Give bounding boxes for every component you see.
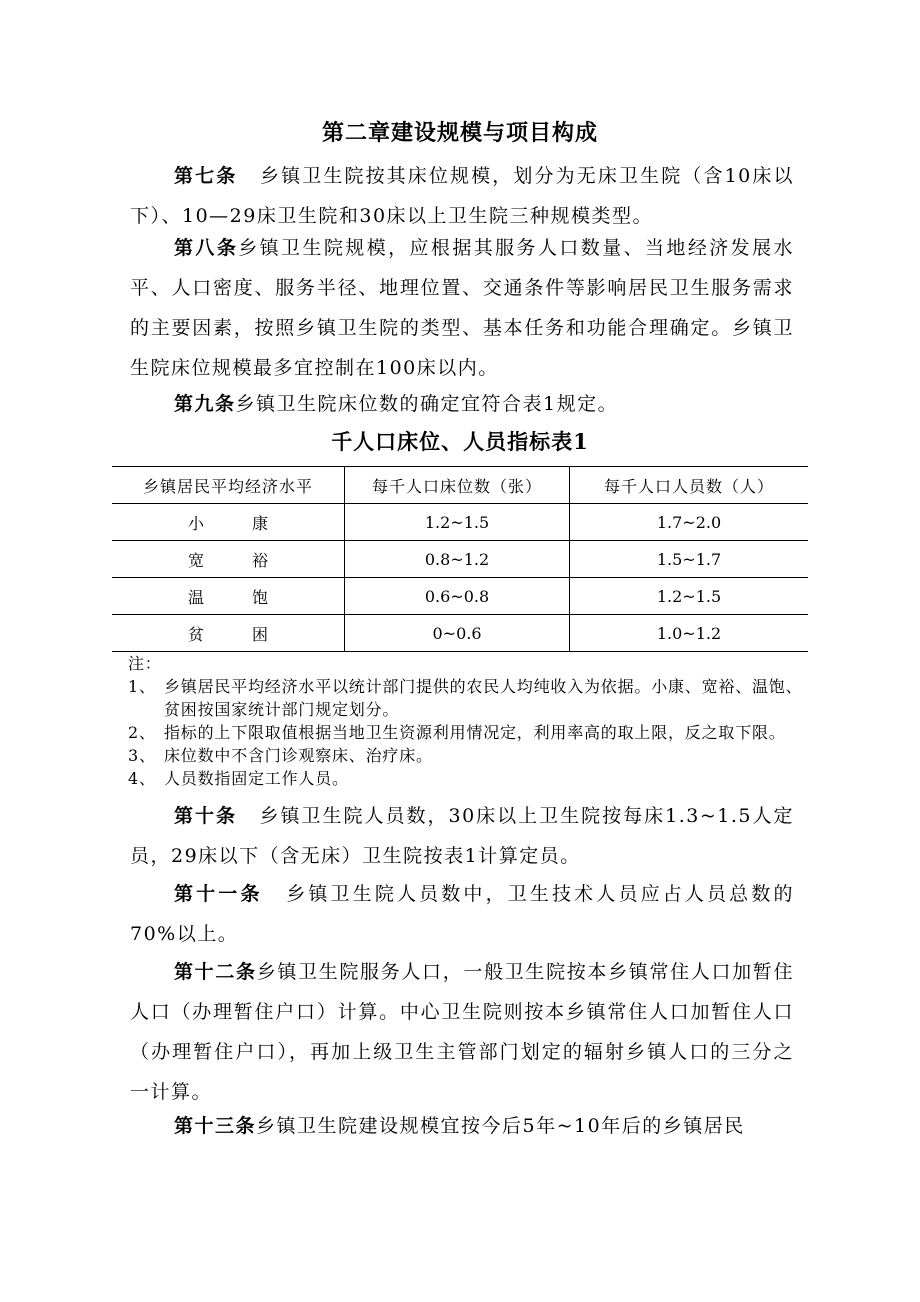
note-4 xyxy=(128,767,808,790)
article-8 xyxy=(130,228,794,388)
article-text: 乡镇卫生院规模，应根据其服务人口数量、当地经济发展水平、人口密度、服务半径、地理位置、交通条件等影响居民卫生服务需求的主要因素，按照乡镇卫生院的类型、基本任务和功能合理确定。乡镇卫生院床位规模最多宜控制在100床以内。 xyxy=(130,237,794,379)
staff-cell: 1.0~1.2 xyxy=(570,615,809,652)
table-caption: 千人口床位、人员指标表1 xyxy=(331,429,589,454)
header-economic-level: 乡镇居民平均经济水平 xyxy=(112,467,345,504)
note-prefix: 4、 xyxy=(128,769,156,788)
article-label: 第八条 xyxy=(174,237,239,259)
note-1 xyxy=(128,652,808,721)
article-12 xyxy=(130,952,794,1112)
staff-cell: 1.2~1.5 xyxy=(570,578,809,615)
chapter-heading: 第二章建设规模与项目构成 xyxy=(321,120,598,146)
note-text: 乡镇居民平均经济水平以统计部门提供的农民人均纯收入为依据。小康、宽裕、温饱、贫困按国家统计部门规定划分。 xyxy=(164,677,803,719)
article-text: 乡镇卫生院人员数，30床以上卫生院按每床1.3~1.5人定员，29床以下（含无床）卫生院按表1计算定员。 xyxy=(130,805,794,867)
note-text: 指标的上下限取值根据当地卫生资源利用情况定，利用率高的取上限，反之取下限。 xyxy=(164,723,786,742)
article-13 xyxy=(130,1106,794,1146)
article-label: 第九条 xyxy=(174,393,236,415)
note-2 xyxy=(128,721,808,744)
article-text: 乡镇卫生院建设规模宜按今后5年~10年后的乡镇居民 xyxy=(256,1115,745,1137)
article-10 xyxy=(130,796,794,876)
staff-cell: 1.7~2.0 xyxy=(570,504,809,541)
header-beds-per-thousand: 每千人口床位数（张） xyxy=(345,467,570,504)
note-prefix: 2、 xyxy=(128,723,156,742)
article-7 xyxy=(130,156,794,236)
note-3 xyxy=(128,744,808,767)
beds-cell: 0.8~1.2 xyxy=(345,541,570,578)
indicator-table xyxy=(112,466,808,652)
level-cell: 宽裕 xyxy=(112,541,345,578)
article-label: 第十三条 xyxy=(174,1115,257,1137)
beds-cell: 0~0.6 xyxy=(345,615,570,652)
note-prefix: 注：1、 xyxy=(128,654,162,696)
level-cell: 贫困 xyxy=(112,615,345,652)
header-staff-per-thousand: 每千人口人员数（人） xyxy=(570,467,809,504)
note-text: 人员数指固定工作人员。 xyxy=(164,769,349,788)
article-text: 乡镇卫生院床位数的确定宜符合表1规定。 xyxy=(235,393,619,415)
table-row xyxy=(112,578,808,615)
note-text: 床位数中不含门诊观察床、治疗床。 xyxy=(164,746,433,765)
article-text: 乡镇卫生院人员数中，卫生技术人员应占人员总数的70%以上。 xyxy=(130,883,794,945)
article-label: 第十条 xyxy=(174,805,237,827)
article-11 xyxy=(130,874,794,954)
article-text: 乡镇卫生院按其床位规模，划分为无床卫生院（含10床以下）、10—29床卫生院和30床以上卫生院三种规模类型。 xyxy=(130,165,794,227)
table-header-row xyxy=(112,467,808,504)
note-prefix: 3、 xyxy=(128,746,156,765)
beds-cell: 0.6~0.8 xyxy=(345,578,570,615)
level-cell: 温饱 xyxy=(112,578,345,615)
table-row xyxy=(112,541,808,578)
article-label: 第十一条 xyxy=(174,883,263,905)
level-cell: 小康 xyxy=(112,504,345,541)
article-label: 第七条 xyxy=(174,165,238,187)
table-row xyxy=(112,504,808,541)
table-notes xyxy=(128,652,808,790)
article-9 xyxy=(130,384,794,424)
staff-cell: 1.5~1.7 xyxy=(570,541,809,578)
table-row xyxy=(112,615,808,652)
article-text: 乡镇卫生院服务人口，一般卫生院按本乡镇常住人口加暂住人口（办理暂住户口）计算。中心卫生院则按本乡镇常住人口加暂住人口（办理暂住户口），再加上级卫生主管部门划定的辐射乡镇人口的三分之一计算。 xyxy=(130,961,794,1103)
beds-cell: 1.2~1.5 xyxy=(345,504,570,541)
article-label: 第十二条 xyxy=(174,961,257,983)
